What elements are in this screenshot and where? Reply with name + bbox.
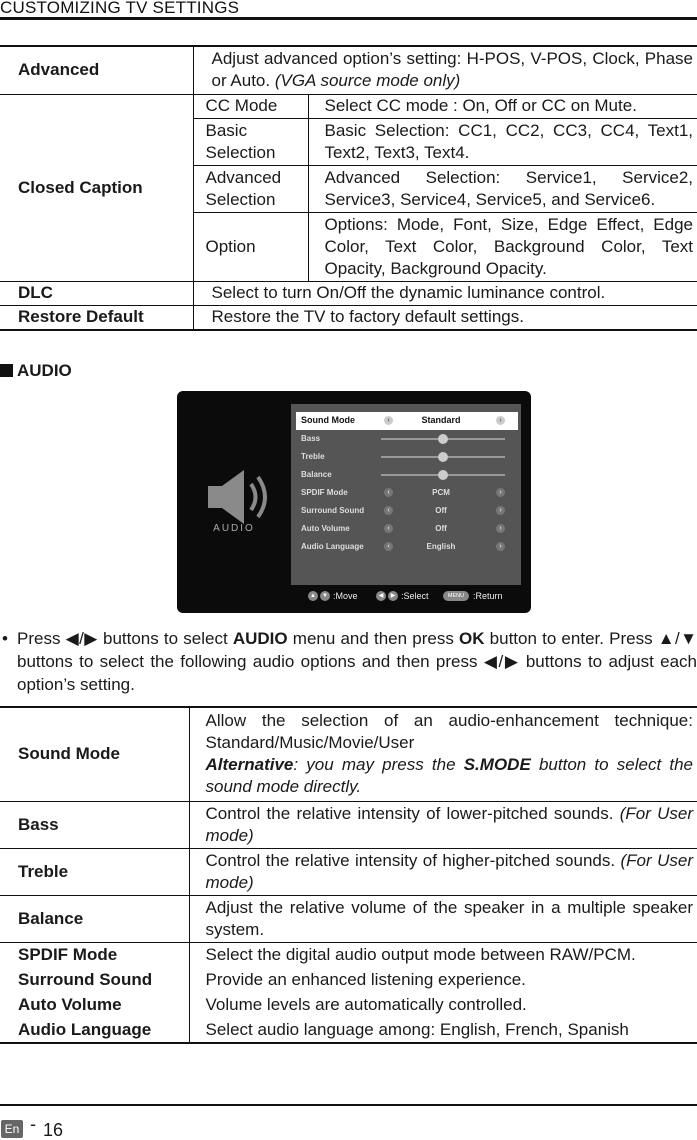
row-label: Advanced	[0, 46, 193, 94]
footer-rule	[0, 1104, 697, 1106]
slider-knob[interactable]	[438, 470, 448, 480]
osd-item-surround-sound[interactable]: Surround Sound ‹ Off ›	[296, 502, 518, 520]
row-label: SPDIF Mode	[0, 942, 189, 967]
chevron-left-icon: ‹	[384, 506, 393, 515]
language-badge: En	[1, 1120, 23, 1138]
row-desc: Allow the selection of an audio-enhancement technique: Standard/Music/Movie/User Alternative: you may press the S.MODE button to select the sound mode directly.	[189, 707, 697, 801]
header-rule	[0, 17, 697, 20]
osd-item-bass[interactable]: Bass	[296, 430, 518, 448]
chevron-left-icon: ‹	[384, 488, 393, 497]
osd-item-spdif-mode[interactable]: SPDIF Mode ‹ PCM ›	[296, 484, 518, 502]
osd-section-label: AUDIO	[213, 523, 255, 534]
slider-track	[381, 456, 505, 458]
slider-knob[interactable]	[438, 452, 448, 462]
chevron-left-icon: ‹	[384, 542, 393, 551]
sub-desc: Select CC mode : On, Off or CC on Mute.	[308, 94, 697, 118]
table-row	[0, 895, 697, 942]
osd-item-auto-volume[interactable]: Auto Volume ‹ Off ›	[296, 520, 518, 538]
row-label: Audio Language	[0, 1017, 189, 1043]
row-label: DLC	[0, 281, 193, 305]
osd-menu-panel	[291, 404, 521, 585]
row-desc: Select audio language among: English, French, Spanish	[189, 1017, 697, 1043]
table-row	[0, 801, 697, 848]
row-label: Restore Default	[0, 305, 193, 330]
chevron-right-icon: ›	[496, 488, 505, 497]
section-heading: AUDIO	[0, 361, 72, 381]
table-row	[0, 707, 697, 801]
left-right-arrows-icon: ◀/▶	[483, 652, 520, 671]
page-dash: -	[30, 1114, 36, 1134]
chevron-left-icon: ‹	[384, 524, 393, 533]
chevron-left-icon: ‹	[384, 416, 393, 425]
square-bullet-icon	[0, 364, 13, 377]
arrow-up-icon: ▲	[308, 591, 318, 601]
table-row	[0, 967, 697, 992]
row-desc: Provide an enhanced listening experience.	[189, 967, 697, 992]
table-row	[0, 46, 697, 94]
sub-desc: Options: Mode, Font, Size, Edge Effect, Edge Color, Text Color, Background Color, Text Opacity, Background Opacity.	[308, 212, 697, 281]
osd-footer-hints: ▲ ▼ :Move ◀ ▶ :Select MENU :Return	[177, 589, 531, 605]
row-label: Balance	[0, 895, 189, 942]
menu-button-icon: MENU	[443, 591, 469, 601]
row-desc: Adjust advanced option’s setting: H-POS, V-POS, Clock, Phase or Auto. (VGA source mode only)	[193, 46, 697, 94]
bullet-icon: •	[2, 629, 8, 648]
settings-table	[0, 45, 697, 331]
osd-item-audio-language[interactable]: Audio Language ‹ English ›	[296, 538, 518, 556]
row-desc: Restore the TV to factory default settings.	[193, 305, 697, 330]
table-row	[0, 281, 697, 305]
sub-label: Advanced Selection	[193, 165, 308, 212]
row-label: Treble	[0, 848, 189, 895]
slider-knob[interactable]	[438, 434, 448, 444]
speaker-icon	[204, 466, 274, 526]
table-row	[0, 848, 697, 895]
page-number: 16	[43, 1120, 64, 1140]
row-desc: Volume levels are automatically controlled.	[189, 992, 697, 1017]
table-row	[0, 942, 697, 967]
chevron-right-icon: ›	[496, 524, 505, 533]
row-desc: Select the digital audio output mode between RAW/PCM.	[189, 942, 697, 967]
instruction-text: Press ◀/▶ buttons to select AUDIO menu and then press OK button to enter. Press ▲/▼ buttons to select the following audio options and then press ◀/▶ buttons to adjust each option’s setting.	[17, 629, 697, 694]
left-right-arrows-icon: ◀/▶	[65, 629, 98, 648]
sub-label: CC Mode	[193, 94, 308, 118]
chevron-right-icon: ›	[496, 416, 505, 425]
up-down-arrows-icon: ▲/▼	[657, 629, 697, 648]
row-label: Sound Mode	[0, 707, 189, 801]
arrow-left-icon: ◀	[376, 591, 386, 601]
osd-item-balance[interactable]: Balance	[296, 466, 518, 484]
audio-options-table	[0, 706, 697, 1044]
row-desc: Control the relative intensity of lower-pitched sounds. (For User mode)	[189, 801, 697, 848]
table-row	[0, 1017, 697, 1043]
chevron-right-icon: ›	[496, 542, 505, 551]
table-row	[0, 992, 697, 1017]
audio-menu-screenshot	[177, 391, 531, 613]
page-title: CUSTOMIZING TV SETTINGS	[0, 0, 240, 17]
sub-label: Basic Selection	[193, 118, 308, 165]
row-label: Surround Sound	[18, 969, 153, 989]
row-label: Closed Caption	[0, 94, 193, 281]
slider-track	[381, 474, 505, 476]
row-desc: Adjust the relative volume of the speaker in a multiple speaker system.	[189, 895, 697, 942]
arrow-right-icon: ▶	[388, 591, 398, 601]
chevron-right-icon: ›	[496, 506, 505, 515]
slider-track	[381, 438, 505, 440]
sub-desc: Advanced Selection: Service1, Service2, Service3, Service4, Service5, and Service6.	[308, 165, 697, 212]
arrow-down-icon: ▼	[320, 591, 330, 601]
table-row	[0, 305, 697, 330]
row-label: Auto Volume	[18, 994, 122, 1014]
osd-item-sound-mode[interactable]: Sound Mode ‹ Standard ›	[296, 412, 518, 430]
sub-label: Option	[193, 212, 308, 281]
osd-item-treble[interactable]: Treble	[296, 448, 518, 466]
row-desc: Select to turn On/Off the dynamic luminance control.	[193, 281, 697, 305]
row-label: Bass	[0, 801, 189, 848]
sub-desc: Basic Selection: CC1, CC2, CC3, CC4, Text1, Text2, Text3, Text4.	[308, 118, 697, 165]
row-desc: Control the relative intensity of higher-pitched sounds. (For User mode)	[189, 848, 697, 895]
page-header	[0, 0, 697, 22]
table-row	[0, 94, 697, 118]
